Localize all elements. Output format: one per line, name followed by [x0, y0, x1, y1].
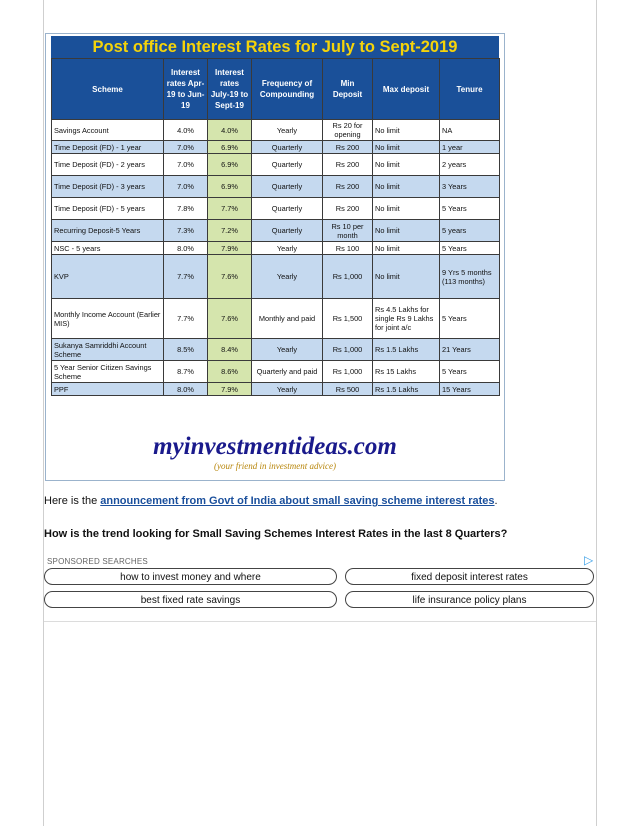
table-row [52, 255, 500, 299]
rates-table [51, 58, 500, 396]
cell-tenure: 5 Years [440, 198, 500, 220]
cell-jul: 7.2% [208, 220, 252, 242]
table-title: Post office Interest Rates for July to Sept-2019 [51, 36, 499, 58]
cell-tenure: 1 year [440, 141, 500, 154]
cell-apr: 4.0% [164, 120, 208, 141]
cell-max: No limit [373, 120, 440, 141]
cell-tenure: 3 Years [440, 176, 500, 198]
cell-tenure: 5 years [440, 220, 500, 242]
cell-freq: Yearly [252, 242, 323, 255]
cell-max: No limit [373, 141, 440, 154]
table-row [52, 198, 500, 220]
table-row [52, 141, 500, 154]
cell-scheme: Recurring Deposit-5 Years [52, 220, 164, 242]
cell-freq: Quarterly and paid [252, 361, 323, 383]
cell-scheme: Monthly Income Account (Earlier MIS) [52, 299, 164, 339]
cell-freq: Quarterly [252, 154, 323, 176]
header-jul: Interest rates July-19 to Sept-19 [208, 59, 252, 120]
cell-min: Rs 100 [323, 242, 373, 255]
cell-min: Rs 200 [323, 176, 373, 198]
paragraph-prefix: Here is the [44, 495, 101, 507]
cell-apr: 8.0% [164, 383, 208, 396]
brand-name: myinvestmentideas.com [153, 433, 397, 460]
cell-min: Rs 200 [323, 154, 373, 176]
cell-scheme: Time Deposit (FD) - 1 year [52, 141, 164, 154]
announcement-paragraph [44, 495, 498, 507]
cell-max: No limit [373, 198, 440, 220]
cell-freq: Quarterly [252, 220, 323, 242]
cell-max: No limit [373, 255, 440, 299]
cell-max: No limit [373, 154, 440, 176]
cell-max: Rs 15 Lakhs [373, 361, 440, 383]
cell-jul: 6.9% [208, 176, 252, 198]
cell-max: Rs 1.5 Lakhs [373, 339, 440, 361]
cell-max: Rs 4.5 Lakhs for single Rs 9 Lakhs for joint a/c [373, 299, 440, 339]
cell-apr: 7.0% [164, 141, 208, 154]
sponsored-label: SPONSORED SEARCHES [47, 557, 148, 566]
trend-question: How is the trend looking for Small Saving Schemes Interest Rates in the last 8 Quarters? [44, 528, 508, 540]
cell-freq: Quarterly [252, 198, 323, 220]
header-min-deposit: Min Deposit [323, 59, 373, 120]
cell-apr: 7.7% [164, 299, 208, 339]
cell-tenure: 5 Years [440, 299, 500, 339]
cell-min: Rs 10 per month [323, 220, 373, 242]
cell-apr: 8.0% [164, 242, 208, 255]
cell-scheme: PPF [52, 383, 164, 396]
table-row [52, 220, 500, 242]
cell-tenure: 9 Yrs 5 months (113 months) [440, 255, 500, 299]
header-tenure: Tenure [440, 59, 500, 120]
cell-min: Rs 1,000 [323, 339, 373, 361]
cell-jul: 7.6% [208, 299, 252, 339]
cell-jul: 7.9% [208, 242, 252, 255]
table-row [52, 299, 500, 339]
table-header-row [52, 59, 500, 120]
cell-scheme: Time Deposit (FD) - 3 years [52, 176, 164, 198]
cell-freq: Yearly [252, 339, 323, 361]
cell-freq: Quarterly [252, 141, 323, 154]
cell-min: Rs 200 [323, 141, 373, 154]
cell-apr: 7.8% [164, 198, 208, 220]
header-scheme: Scheme [52, 59, 164, 120]
cell-tenure: 5 Years [440, 242, 500, 255]
cell-freq: Yearly [252, 255, 323, 299]
table-row [52, 383, 500, 396]
cell-tenure: 5 Years [440, 361, 500, 383]
cell-jul: 7.6% [208, 255, 252, 299]
table-row [52, 361, 500, 383]
divider [44, 621, 596, 622]
cell-tenure: 15 Years [440, 383, 500, 396]
cell-min: Rs 500 [323, 383, 373, 396]
cell-min: Rs 20 for opening [323, 120, 373, 141]
cell-scheme: Savings Account [52, 120, 164, 141]
sponsored-search-button[interactable]: best fixed rate savings [44, 591, 337, 608]
cell-tenure: 21 Years [440, 339, 500, 361]
cell-scheme: NSC - 5 years [52, 242, 164, 255]
cell-jul: 7.9% [208, 383, 252, 396]
cell-scheme: KVP [52, 255, 164, 299]
cell-freq: Yearly [252, 383, 323, 396]
brand-tagline: (your friend in investment advice) [214, 461, 336, 471]
left-border [43, 0, 44, 826]
cell-freq: Monthly and paid [252, 299, 323, 339]
cell-jul: 6.9% [208, 141, 252, 154]
right-border [596, 0, 597, 826]
cell-max: No limit [373, 176, 440, 198]
cell-freq: Yearly [252, 120, 323, 141]
table-row [52, 120, 500, 141]
paragraph-suffix: . [494, 495, 498, 507]
cell-jul: 7.7% [208, 198, 252, 220]
cell-apr: 8.5% [164, 339, 208, 361]
cell-apr: 8.7% [164, 361, 208, 383]
cell-apr: 7.7% [164, 255, 208, 299]
table-row [52, 339, 500, 361]
cell-max: No limit [373, 242, 440, 255]
cell-jul: 8.6% [208, 361, 252, 383]
cell-apr: 7.3% [164, 220, 208, 242]
cell-min: Rs 1,500 [323, 299, 373, 339]
cell-scheme: Time Deposit (FD) - 2 years [52, 154, 164, 176]
ad-choices-icon[interactable]: ▷ [584, 553, 594, 567]
cell-min: Rs 200 [323, 198, 373, 220]
cell-scheme: Time Deposit (FD) - 5 years [52, 198, 164, 220]
brand-block [51, 431, 499, 477]
announcement-link[interactable]: announcement from Govt of India about small saving scheme interest rates [100, 495, 495, 507]
cell-min: Rs 1,000 [323, 255, 373, 299]
cell-scheme: 5 Year Senior Citizen Savings Scheme [52, 361, 164, 383]
cell-max: No limit [373, 220, 440, 242]
cell-jul: 6.9% [208, 154, 252, 176]
table-row [52, 242, 500, 255]
cell-tenure: 2 years [440, 154, 500, 176]
cell-min: Rs 1,000 [323, 361, 373, 383]
cell-tenure: NA [440, 120, 500, 141]
cell-apr: 7.0% [164, 154, 208, 176]
header-frequency: Frequency of Compounding [252, 59, 323, 120]
interest-rates-image [45, 33, 505, 481]
header-apr: Interest rates Apr-19 to Jun-19 [164, 59, 208, 120]
cell-jul: 4.0% [208, 120, 252, 141]
cell-apr: 7.0% [164, 176, 208, 198]
sponsored-search-button[interactable]: fixed deposit interest rates [345, 568, 594, 585]
cell-scheme: Sukanya Samriddhi Account Scheme [52, 339, 164, 361]
table-row [52, 176, 500, 198]
sponsored-search-button[interactable]: how to invest money and where [44, 568, 337, 585]
rates-table-body [52, 120, 500, 396]
table-row [52, 154, 500, 176]
cell-jul: 8.4% [208, 339, 252, 361]
header-max-deposit: Max deposit [373, 59, 440, 120]
sponsored-search-button[interactable]: life insurance policy plans [345, 591, 594, 608]
cell-freq: Quarterly [252, 176, 323, 198]
cell-max: Rs 1.5 Lakhs [373, 383, 440, 396]
